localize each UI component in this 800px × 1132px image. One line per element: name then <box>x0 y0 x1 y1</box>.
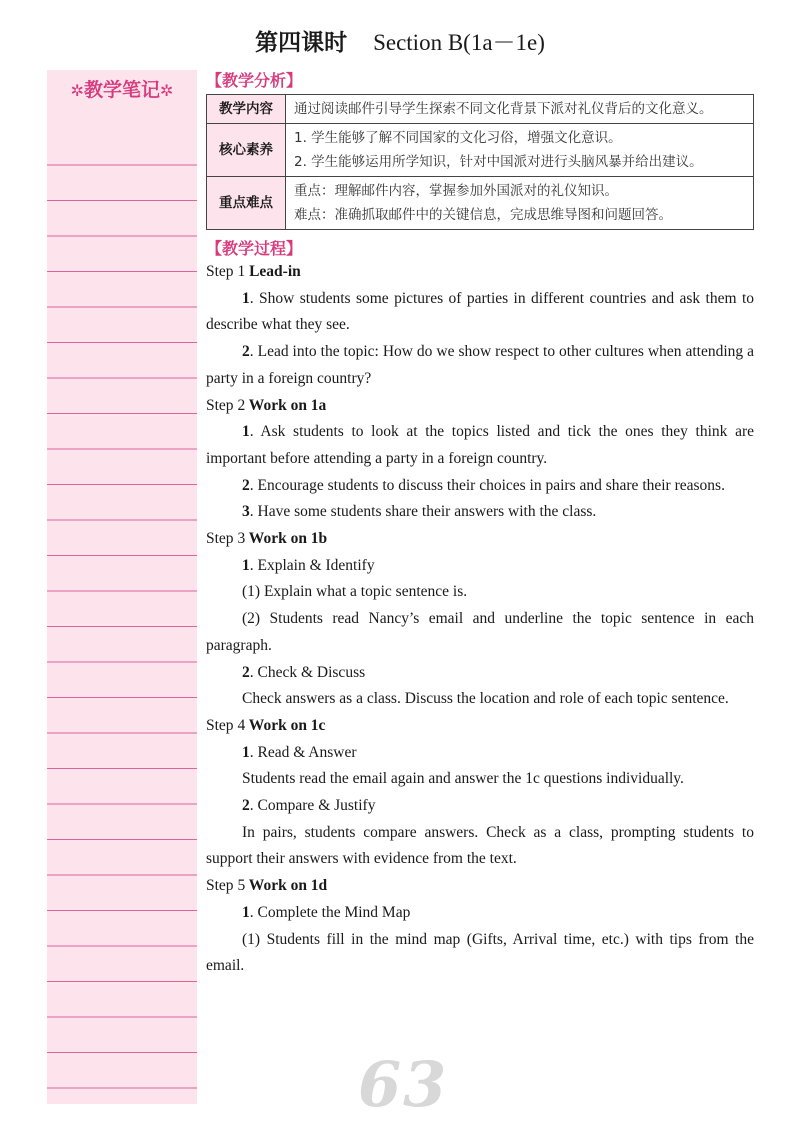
note-lines <box>47 130 197 1104</box>
step-item: (2) Students read Nancy’s email and underline the topic sentence in each paragraph. <box>206 610 754 654</box>
step-item: In pairs, students compare answers. Check as a class, prompting students to support their answers with evidence from the text. <box>206 823 754 868</box>
row-text: 2. 学生能够运用所学知识，针对中国派对进行头脑风暴并给出建议。 <box>294 154 703 170</box>
row-text: 重点：理解邮件内容，掌握参加外国派对的礼仪知识。 <box>294 183 618 199</box>
analysis-heading: 【教学分析】 <box>206 71 303 90</box>
row-label: 重点难点 <box>207 177 286 230</box>
row-label: 核心素养 <box>207 124 286 177</box>
step-item: 2. Lead into the topic: How do we show respect to other cultures when attending a party in a foreign country? <box>206 343 754 387</box>
step-item: 3. Have some students share their answers with the class. <box>242 503 597 521</box>
analysis-table <box>206 94 754 230</box>
process-heading: 【教学过程】 <box>206 239 303 258</box>
row-value <box>286 177 754 230</box>
step-item: 1. Complete the Mind Map <box>242 903 411 921</box>
step-heading: Step 3 Work on 1b <box>206 530 328 548</box>
main-content <box>206 68 754 980</box>
step-item: 1. Show students some pictures of parties in different countries and ask them to describe what they see. <box>206 289 754 334</box>
row-text: 通过阅读邮件引导学生探索不同文化背景下派对礼仪背后的文化意义。 <box>294 101 713 117</box>
step-item: Students read the email again and answer the 1c questions individually. <box>242 770 684 788</box>
flower-icon: ✲ <box>70 81 84 100</box>
step-heading: Step 4 Work on 1c <box>206 716 326 734</box>
row-text: 难点：准确抓取邮件中的关键信息，完成思维导图和问题回答。 <box>294 207 672 223</box>
notes-label: 教学笔记 <box>83 79 160 101</box>
page-number: 63 <box>358 1048 449 1121</box>
step-item: 2. Check & Discuss <box>242 663 366 681</box>
step-heading: Step 2 Work on 1a <box>206 396 327 414</box>
step-heading: Step 5 Work on 1d <box>206 877 328 895</box>
table-row <box>207 95 754 124</box>
process-body <box>206 259 754 980</box>
flower-icon: ✲ <box>160 81 174 100</box>
step-item: Check answers as a class. Discuss the location and role of each topic sentence. <box>242 690 729 708</box>
step-item: 2. Compare & Justify <box>242 797 376 815</box>
step-item: 1. Read & Answer <box>242 743 357 761</box>
page-title <box>0 24 800 57</box>
step-item: 1. Explain & Identify <box>242 556 375 574</box>
lesson-label: 第四课时 <box>255 30 348 56</box>
row-value <box>286 124 754 177</box>
row-label: 教学内容 <box>207 95 286 124</box>
step-item: (1) Explain what a topic sentence is. <box>242 583 468 601</box>
step-item: 1. Ask students to look at the topics listed and tick the ones they think are important before attending a party in a foreign country. <box>206 423 754 467</box>
notes-heading <box>47 70 197 110</box>
table-row <box>207 177 754 230</box>
section-label: Section B(1a－1e) <box>373 30 545 55</box>
step-item: (1) Students fill in the mind map (Gifts, Arrival time, etc.) with tips from the email. <box>206 930 754 975</box>
table-row <box>207 124 754 177</box>
row-value <box>286 95 754 124</box>
notes-sidebar <box>47 70 197 1104</box>
step-heading: Step 1 Lead-in <box>206 263 301 280</box>
step-item: 2. Encourage students to discuss their choices in pairs and share their reasons. <box>242 476 725 494</box>
row-text: 1. 学生能够了解不同国家的文化习俗，增强文化意识。 <box>294 130 622 146</box>
